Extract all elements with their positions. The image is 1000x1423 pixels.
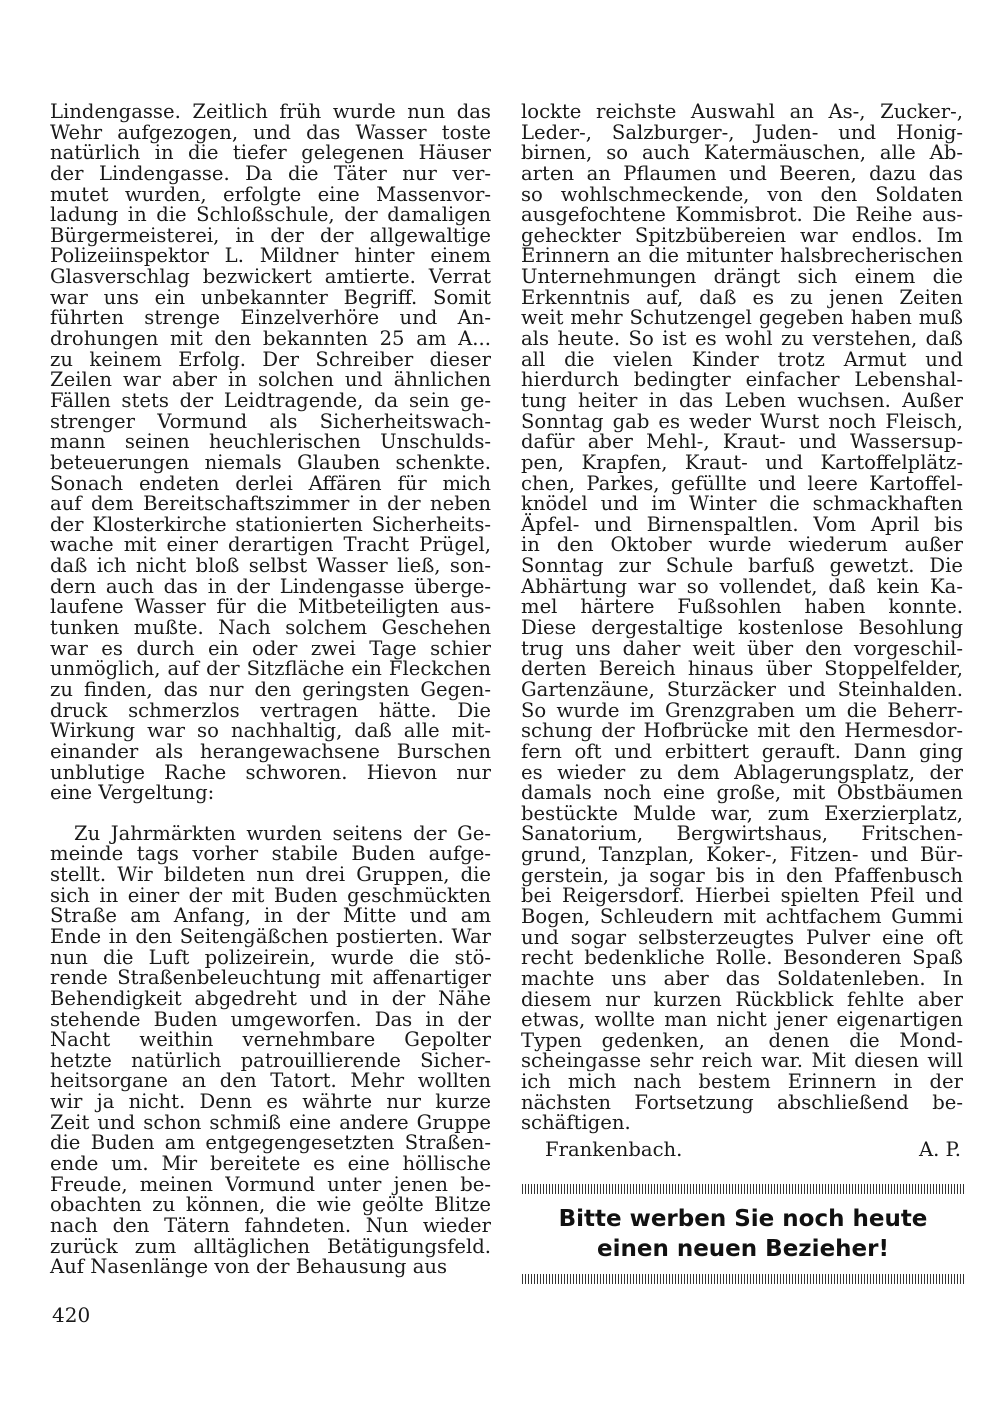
promo-line-1: Bitte werben Sie noch heute (558, 1206, 928, 1232)
text-line: scheingasse sehr reich war. Mit diesen will (521, 1049, 963, 1073)
text-line: Fällen stets der Leidtragende, da sein ge- (50, 388, 491, 412)
text-line: Zeilen war aber in solchen und ähnlichen (50, 368, 491, 392)
text-line: nach den Tätern fahndeten. Nun wieder (50, 1213, 491, 1237)
text-line: war es durch ein oder zwei Tage schier (50, 636, 491, 660)
text-line: Wehr aufgezogen, und das Wasser toste (50, 120, 491, 144)
text-line: Polizeiinspektor L. Mildner hinter einem (50, 244, 491, 268)
text-line: beteuerungen niemals Glauben schenkte. (50, 450, 491, 474)
text-line: mutet wurden, erfolgte eine Massenvor- (50, 182, 491, 206)
paragraph-gap (50, 804, 491, 824)
text-line: Diese dergestaltige kostenlose Besohlung (521, 616, 963, 640)
text-line: unmöglich, auf der Sitzfläche ein Fleckchen (50, 657, 491, 681)
author-signature (521, 1140, 963, 1161)
text-line: fern oft und erbittert gerauft. Dann ging (521, 739, 963, 763)
text-line: Gartenzäune, Sturzäcker und Steinhalden. (521, 677, 963, 701)
right-column (521, 102, 963, 1161)
text-line: so wohlschmeckende, von den Soldaten (521, 182, 963, 206)
text-line: wir ja nicht. Denn es währte nur kurze (50, 1090, 491, 1114)
text-line: Straße am Anfang, in der Mitte und am (50, 904, 491, 928)
text-line: Ende in den Seitengäßchen postierten. War (50, 924, 491, 948)
text-line: Äpfel- und Birnenspaltlen. Vom April bis (521, 512, 963, 536)
text-line: dafür aber Mehl-, Kraut- und Wassersup- (521, 430, 963, 454)
text-line: sich in einer der mit Buden geschmückten (50, 883, 491, 907)
promo-text (522, 1204, 964, 1264)
text-line: eine Vergeltung: (50, 781, 215, 805)
text-line: lockte reichste Auswahl an As-, Zucker-, (521, 100, 963, 123)
promo-box (522, 1184, 964, 1284)
text-line: mann seinen heuchlerischen Unschulds- (50, 430, 491, 454)
text-line: Erkenntnis auf, daß es zu jenen Zeiten (521, 285, 963, 309)
text-line: Unternehmungen drängt sich einem die (521, 265, 963, 289)
text-line: nun die Luft polizeirein, wurde die stö- (50, 945, 491, 969)
text-line: Sonach endeten derlei Affären für mich (50, 471, 491, 495)
text-line: schäftigen. (521, 1111, 631, 1135)
text-line: der Klosterkirche stationierten Sicherheits- (50, 512, 491, 536)
text-line: schung der Hofbrücke mit den Hermesdor- (521, 719, 963, 743)
text-line: chen, Parkes, gefüllte und leere Kartoffel- (521, 471, 963, 495)
text-line: Wirkung war so nachhaltig, daß alle mit- (50, 719, 491, 743)
right-paragraph-1 (521, 102, 963, 1134)
text-line: laufene Wasser für die Mitbeteiligten aus- (50, 595, 491, 619)
text-line: zu keinem Erfolg. Der Schreiber dieser (50, 347, 491, 371)
text-line: Bürgermeisterei, in der der allgewaltige (50, 223, 491, 247)
text-line: meinde tags vorher stabile Buden aufge- (50, 842, 491, 866)
text-line: dern auch das in der Lindengasse übergе- (50, 574, 491, 598)
text-line: nächsten Fortsetzung abschließend be- (521, 1090, 963, 1114)
text-line: in den Oktober wurde wiederum außer (521, 533, 963, 557)
text-line: ende um. Mir bereitete es eine höllische (50, 1152, 491, 1176)
text-line: Typen gedenken, an denen die Mond- (521, 1028, 963, 1052)
text-line: strenger Vormund als Sicherheitswach- (50, 409, 491, 433)
text-line: zu finden, das nur den geringsten Gegen- (50, 677, 491, 701)
text-line: und sogar selbsterzeugtes Pulver eine oft (521, 925, 963, 949)
text-line: rende Straßenbeleuchtung mit affenartiger (50, 966, 491, 990)
left-paragraph-2 (50, 821, 491, 1279)
text-line: derten Bereich hinaus über Stoppelfelder, (521, 657, 963, 681)
text-line: geheckter Spitzbübereien war endlos. Im (521, 223, 963, 247)
left-column (50, 102, 491, 1278)
text-line: Zeit und schon schmiß eine andere Gruppe (50, 1110, 491, 1134)
text-line: gerstein, ja sogar bis in den Pfaffenbusch (521, 863, 963, 887)
text-line: machte uns aber das Soldatenleben. In (521, 966, 963, 990)
text-line: obachten zu können, die wie geölte Blitze (50, 1193, 491, 1217)
text-line: ausgefochtene Kommisbrot. Die Reihe aus- (521, 203, 963, 227)
text-line: als heute. So ist es wohl zu verstehen, daß (521, 327, 963, 351)
text-line: unblutige Rache schworen. Hievon nur (50, 760, 491, 784)
text-line: pen, Krapfen, Kraut- und Kartoffelplätz- (521, 450, 963, 474)
signature-initials: A. P. (918, 1138, 961, 1162)
text-line: hetzte natürlich patrouillierende Sicher- (50, 1048, 491, 1072)
text-line: So wurde im Grenzgraben um die Beherr- (521, 698, 963, 722)
text-line: Leder-, Salzburger-, Juden- und Honig- (521, 120, 963, 144)
text-line: ich mich nach bestem Erinnern in der (521, 1070, 963, 1094)
text-line: diesem nur kurzen Rückblick fehlte aber (521, 987, 963, 1011)
signature-place: Frankenbach. (545, 1138, 683, 1162)
text-line: tunken mußte. Nach solchem Geschehen (50, 616, 491, 640)
text-line: drohungen mit den bekannten 25 am A... (50, 327, 491, 351)
text-line: recht bedenkliche Rolle. Besonderen Spaß (521, 946, 963, 970)
text-line: ladung in die Schloßschule, der damaligen (50, 203, 491, 227)
text-line: Bogen, Schleudern mit achtfachem Gummi (521, 904, 963, 928)
text-line: Lindengasse. Zeitlich früh wurde nun das (50, 100, 491, 123)
text-line: bei Reigersdorf. Hierbei spielten Pfeil und (521, 884, 963, 908)
promo-top-rule (522, 1184, 964, 1194)
text-line: wache mit einer derartigen Tracht Prügel, (50, 533, 491, 557)
text-line: es wieder zu dem Ablagerungsplatz, der (521, 760, 963, 784)
text-line: stehende Buden umgeworfen. Das in der (50, 1007, 491, 1031)
promo-line-2: einen neuen Bezieher! (597, 1236, 889, 1262)
text-line: die Buden am entgegengesetzten Straßen- (50, 1131, 491, 1155)
text-line: hierdurch bedingter einfacher Lebenshal- (521, 368, 963, 392)
text-line: mel härtere Fußsohlen haben konnte. (521, 595, 963, 619)
text-line: bestückte Mulde war, zum Exerzierplatz, (521, 801, 963, 825)
text-line: einander als herangewachsene Burschen (50, 739, 491, 763)
text-line: Sanatorium, Bergwirtshaus, Fritschen- (521, 822, 963, 846)
text-line: etwas, wollte man nicht jener eigenartigen (521, 1008, 963, 1032)
text-line: war uns ein unbekannter Begriff. Somit (50, 285, 491, 309)
text-line: Freude, meinen Vormund unter jenen be- (50, 1172, 491, 1196)
text-line: stellt. Wir bildeten nun drei Gruppen, die (50, 863, 491, 887)
text-line: Sonntag gab es weder Wurst noch Fleisch, (521, 409, 963, 433)
text-line: druck schmerzlos vertragen hätte. Die (50, 698, 491, 722)
text-line: Behendigkeit abgedreht und in der Nähe (50, 986, 491, 1010)
text-line: Sonntag zur Schule barfuß gewetzt. Die (521, 554, 963, 578)
text-line: all die vielen Kinder trotz Armut und (521, 347, 963, 371)
text-line: arten an Pflaumen und Beeren, dazu das (521, 161, 963, 185)
text-line: grund, Tanzplan, Koker-, Fitzen- und Bür- (521, 843, 963, 867)
text-line: zurück zum alltäglichen Betätigungsfeld. (50, 1234, 491, 1258)
page-number: 420 (52, 1303, 91, 1327)
text-line: daß ich nicht bloß selbst Wasser ließ, son- (50, 554, 491, 578)
text-line: führten strenge Einzelverhöre und An- (50, 306, 491, 330)
left-paragraph-1 (50, 102, 491, 804)
text-line: Glasverschlag bezwickert amtierte. Verrat (50, 265, 491, 289)
text-line: trug uns daher weit über den vorgeschil- (521, 636, 963, 660)
text-line: Erinnern an die mitunter halsbrecherischen (521, 244, 963, 268)
text-line: weit mehr Schutzengel gegeben haben muß (521, 306, 963, 330)
text-line: Auf Nasenlänge von der Behausung aus (50, 1255, 448, 1279)
text-line: birnen, so auch Katermäuschen, alle Ab- (521, 141, 963, 165)
text-line: auf dem Bereitschaftszimmer in der neben (50, 492, 491, 516)
text-line: Abhärtung war so vollendet, daß kein Ka- (521, 574, 963, 598)
text-line: Zu Jahrmärkten wurden seitens der Ge- (74, 821, 491, 845)
text-line: Nacht weithin vernehmbare Gepolter (50, 1028, 491, 1052)
text-line: knödel und im Winter die schmackhaften (521, 492, 963, 516)
text-line: der Lindengasse. Da die Täter nur ver- (50, 161, 491, 185)
text-line: natürlich in die tiefer gelegenen Häuser (50, 141, 491, 165)
text-line: heitsorgane an den Tatort. Mehr wollten (50, 1069, 491, 1093)
text-line: damals noch eine große, mit Obstbäumen (521, 781, 963, 805)
promo-bottom-rule (522, 1274, 964, 1284)
text-line: tung heiter in das Leben wuchsen. Außer (521, 388, 963, 412)
